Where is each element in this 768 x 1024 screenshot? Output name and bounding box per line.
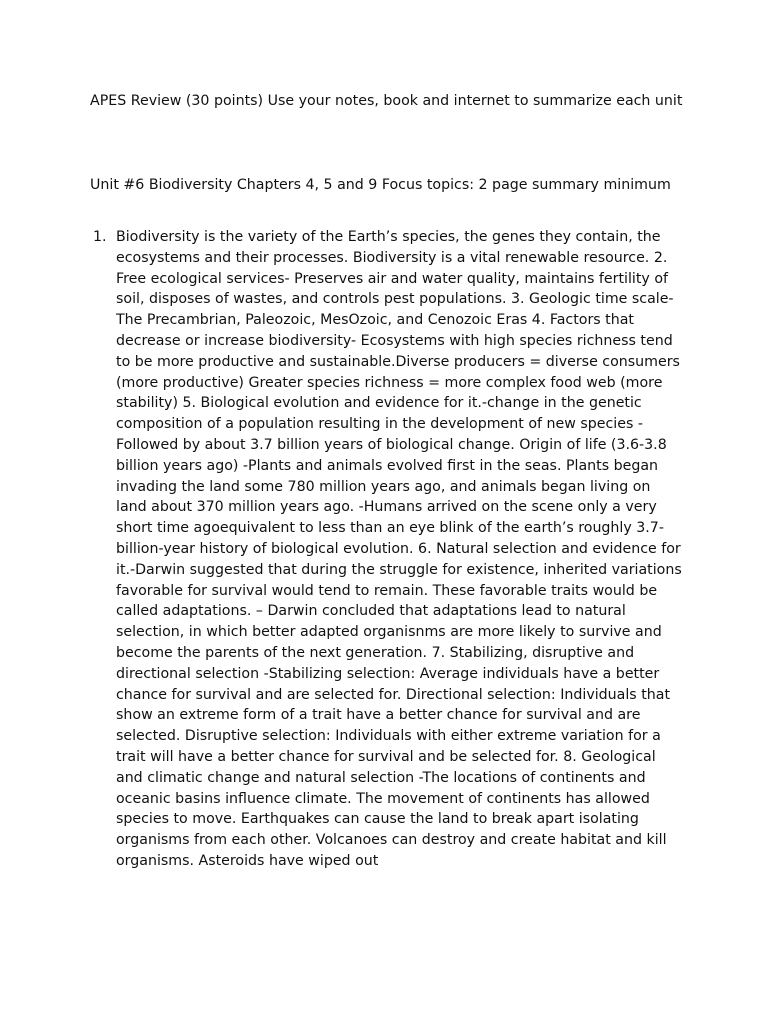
- numbered-list: [90, 227, 690, 917]
- list-item-number: 1.: [93, 229, 107, 245]
- list-item-text: Biodiversity is the variety of the Earth’s species, the genes they contain, the ecosystems and their processes. Biodiversity is a vital renewable resource. 2. Free ecological services- Preserves air and water quality, maintains fertility of soil, disposes of wastes, and controls pest populations. 3. Geologic time scale- The Precambrian, Paleozoic, MesOzoic, and Cenozoic Eras 4. Factors that decrease or increase biodiversity- Ecosystems with high species richness tend to be more productive and sustainable.Diverse producers = diverse consumers (more productive) Greater species richness = more complex food web (more stability) 5. Biological evolution and evidence for it.-change in the genetic composition of a population resulting in the development of new species -Followed by about 3.7 billion years of biological change. Origin of life (3.6-3.8 billion years ago) -Plants and animals evolved first in the seas. Plants began invading the land some 780 million years ago, and animals began living on land about 370 million years ago. -Humans arrived on the scene only a very short time agoequivalent to less than an eye blink of the earth’s roughly 3.7-billion-year history of biological evolution. 6. Natural selection and evidence for it.-Darwin suggested that during the struggle for existence, inherited variations favorable for survival would tend to remain. These favorable traits would be called adaptations. – Darwin concluded that adaptations lead to natural selection, in which better adapted organisnms are more likely to survive and become the parents of the next generation. 7. Stabilizing, disruptive and directional selection -Stabilizing selection: Average individuals have a better chance for survival and are selected for. Directional selection: Individuals that show an extreme form of a trait have a better chance for survival and are selected. Disruptive selection: Individuals with either extreme variation for a trait will have a better chance for survival and be selected for. 8. Geological and climatic change and natural selection -The locations of continents and oceanic basins influence climate. The movement of continents has allowed species to move. Earthquakes can cause the land to break apart isolating organisms from each other. Volcanoes can destroy and create habitat and kill organisms. Asteroids have wiped out: [116, 229, 682, 869]
- document-title: APES Review (30 points) Use your notes, book and internet to summarize each unit: [90, 93, 683, 109]
- unit-heading: Unit #6 Biodiversity Chapters 4, 5 and 9 Focus topics: 2 page summary minimum: [90, 177, 671, 193]
